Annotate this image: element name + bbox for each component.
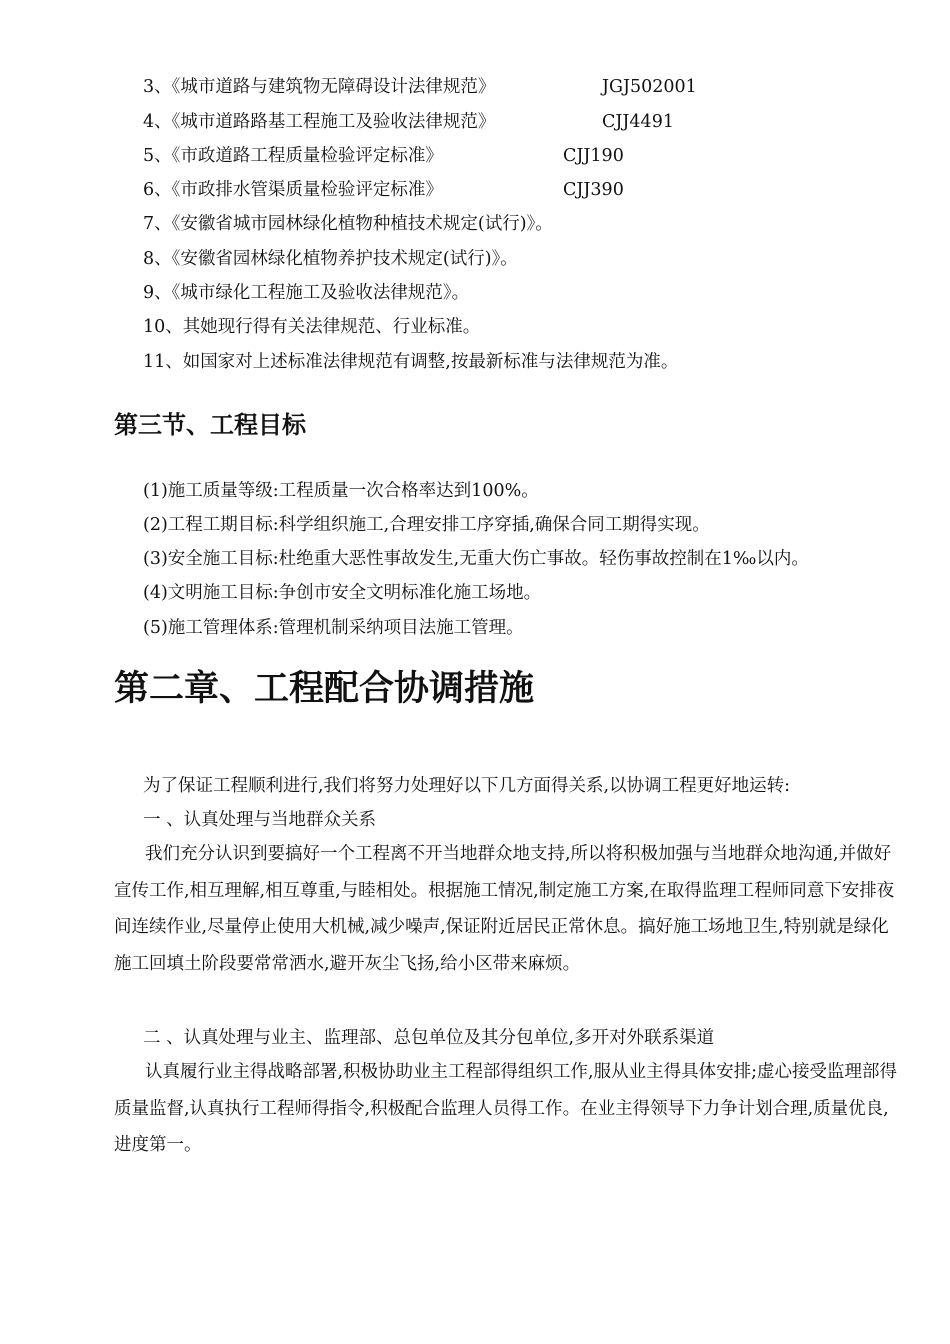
section-heading: 第三节、工程目标	[114, 411, 306, 439]
intro-text: 为了保证工程顺利进行,我们将努力处理好以下几方面得关系,以协调工程更好地运转:	[143, 776, 791, 796]
list-item: (2)工程工期目标:科学组织施工,合理安排工序穿插,确保合同工期得实现。	[143, 515, 710, 535]
list-item: 11、如国家对上述标准法律规范有调整,按最新标准与法律规范为准。	[143, 352, 679, 372]
standard-code: CJJ390	[563, 180, 624, 200]
standard-code: JGJ502001	[602, 77, 697, 97]
standard-code: CJJ190	[563, 146, 624, 166]
list-item: 7、《安徽省城市园林绿化植物种植技术规定(试行)》。	[143, 214, 553, 234]
chapter-heading: 第二章、工程配合协调措施	[114, 669, 535, 709]
list-item: 3、《城市道路与建筑物无障碍设计法律规范》	[143, 77, 496, 97]
list-item: 8、《安徽省园林绿化植物养护技术规定(试行)》。	[143, 249, 518, 269]
list-item: 4、《城市道路路基工程施工及验收法律规范》	[143, 112, 496, 132]
list-item: 10、其她现行得有关法律规范、行业标准。	[143, 317, 481, 337]
paragraph-text: 认真履行业主得战略部署,积极协助业主工程部得组织工作,服从业主得具体安排;虚心接受监理部得质量监督,认真执行工程师得指令,积极配合监理人员得工作。在业主得领导下力争计划合理,质量优良,进度第一。	[114, 1062, 898, 1155]
list-item: (4)文明施工目标:争创市安全文明标准化施工场地。	[143, 583, 542, 603]
list-item: 5、《市政道路工程质量检验评定标准》	[143, 146, 443, 166]
list-item: (5)施工管理体系:管理机制采纳项目法施工管理。	[143, 618, 524, 638]
list-item: (3)安全施工目标:杜绝重大恶性事故发生,无重大伤亡事故。轻伤事故控制在1‰以内。	[143, 549, 809, 569]
standard-code: CJJ4491	[602, 112, 674, 132]
subsection-title: 一 、认真处理与当地群众关系	[143, 810, 377, 830]
list-item: 9、《城市绿化工程施工及验收法律规范》。	[143, 283, 470, 303]
paragraph	[114, 1054, 904, 1164]
subsection-title: 二 、认真处理与业主、监理部、总包单位及其分包单位,多开对外联系渠道	[143, 1028, 715, 1048]
list-item: (1)施工质量等级:工程质量一次合格率达到100%。	[143, 481, 539, 501]
paragraph	[114, 836, 904, 982]
list-item: 6、《市政排水管渠质量检验评定标准》	[143, 180, 443, 200]
paragraph-text: 我们充分认识到要搞好一个工程离不开当地群众地支持,所以将积极加强与当地群众地沟通,并做好宣传工作,相互理解,相互尊重,与睦相处。根据施工情况,制定施工方案,在取得监理工程师同意下安排夜间连续作业,尽量停止使用大机械,减少噪声,保证附近居民正常休息。搞好施工场地卫生,特别就是绿化施工回填土阶段要常常洒水,避开灰尘飞扬,给小区带来麻烦。	[114, 844, 895, 974]
